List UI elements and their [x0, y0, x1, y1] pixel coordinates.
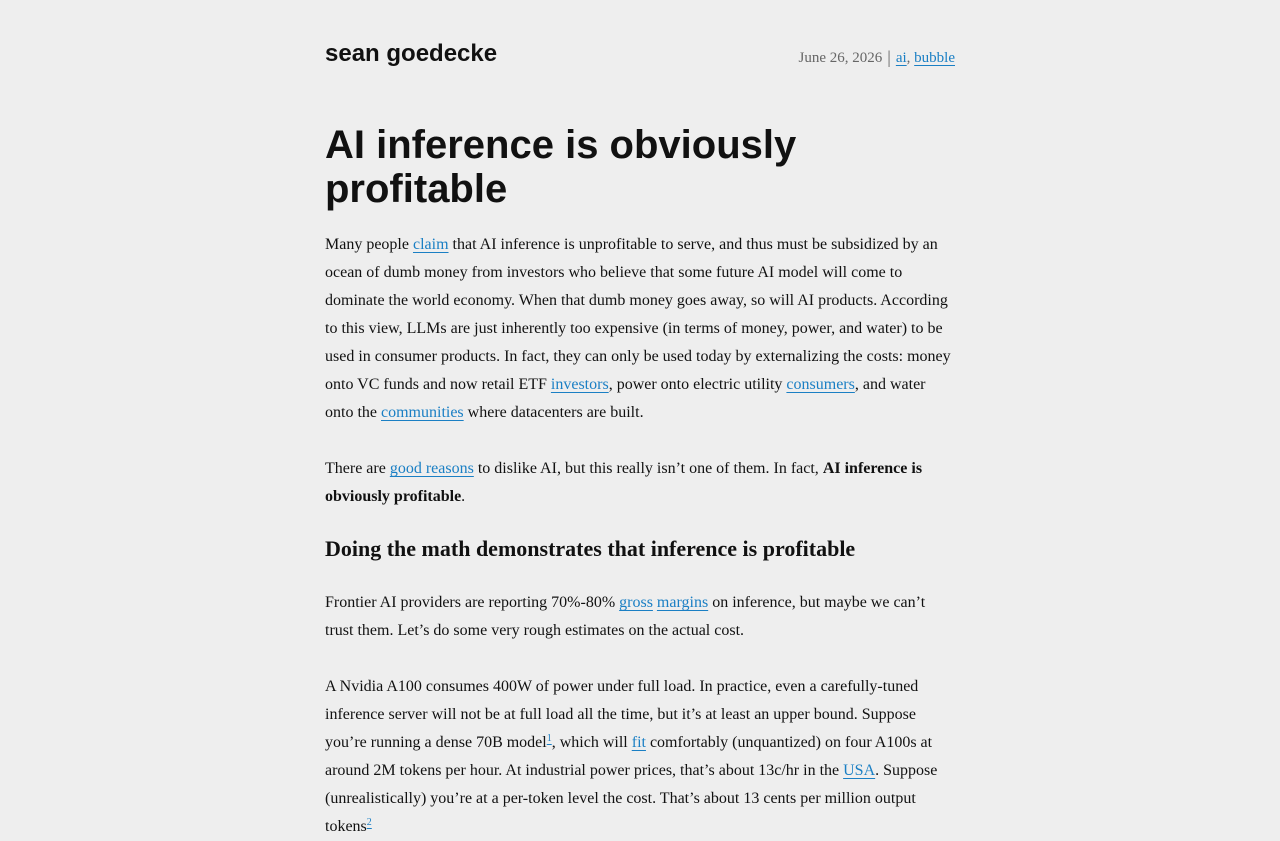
text: on inference, but maybe we can’t trust them. Let’s do some very rough estimates on the actual cost. [325, 594, 926, 639]
tag-link-bubble[interactable]: bubble [914, 50, 955, 66]
site-title-link[interactable]: sean goedecke [325, 40, 498, 67]
text: comfortably (unquantized) on four A100s at around 2M tokens per hour. At industrial power prices, that’s about 13c/hr in the [325, 734, 933, 779]
text: Frontier AI providers are reporting 70%-80% [325, 594, 620, 611]
post-meta: June 26, 2026 | ai, bubble [798, 47, 955, 67]
paragraph-thesis [325, 455, 955, 511]
link-usa[interactable]: USA [843, 762, 876, 779]
link-claim[interactable]: claim [412, 236, 449, 253]
paragraph-intro [325, 231, 955, 427]
meta-separator: | [887, 47, 891, 67]
text: , and water onto the [325, 376, 926, 421]
link-fit[interactable]: fit [631, 734, 646, 751]
thesis-bold: AI inference is obviously profitable [325, 460, 923, 505]
text: . Suppose (unrealistically) you’re at a per-token level the cost. That’s about 13 cents per million output tokens [325, 762, 938, 835]
paragraph-margins [325, 589, 955, 645]
page [325, 0, 955, 841]
footnote-ref-2 [367, 817, 372, 828]
text: , which will [551, 734, 632, 751]
text: Many people [325, 236, 413, 253]
footnote-link-1[interactable]: 1 [546, 733, 552, 744]
footnote-link-2[interactable]: 2 [366, 817, 372, 828]
text: to dislike AI, but this really isn’t one of them. In fact, [473, 460, 823, 477]
link-investors[interactable]: investors [550, 376, 609, 393]
post-content [325, 231, 955, 841]
text: There are [325, 460, 390, 477]
link-gross[interactable]: gross [619, 594, 653, 611]
text: A Nvidia A100 consumes 400W of power under full load. In practice, even a carefully-tuned inference server will not be at full load all the time, but it’s at least an upper bound. Suppose you’re running a dense 70B model [325, 678, 919, 751]
link-good-reasons[interactable]: good reasons [389, 460, 474, 477]
site-header [325, 0, 955, 120]
text: where datacenters are built. [463, 404, 644, 421]
link-communities[interactable]: communities [381, 404, 464, 421]
paragraph-a100 [325, 673, 955, 841]
post-date: June 26, 2026 [798, 50, 883, 66]
tag-link-ai[interactable]: ai [895, 50, 907, 66]
text: . [461, 488, 466, 505]
text: , power onto electric utility [608, 376, 787, 393]
section-heading-math: Doing the math demonstrates that inference is profitable [325, 536, 856, 561]
text: that AI inference is unprofitable to serve, and thus must be subsidized by an ocean of dumb money from investors who believe that some future AI model will come to dominate the world economy. When that dumb money goes away, so will AI products. According to this view, LLMs are just inherently too expensive (in terms of money, power, and water) to be used in consumer products. In fact, they can only be used today by externalizing the costs: money onto VC funds and now retail ETF [325, 236, 951, 393]
post-title: AI inference is obviously profitable [325, 123, 797, 211]
link-consumers[interactable]: consumers [786, 376, 855, 393]
link-margins[interactable]: margins [656, 594, 709, 611]
